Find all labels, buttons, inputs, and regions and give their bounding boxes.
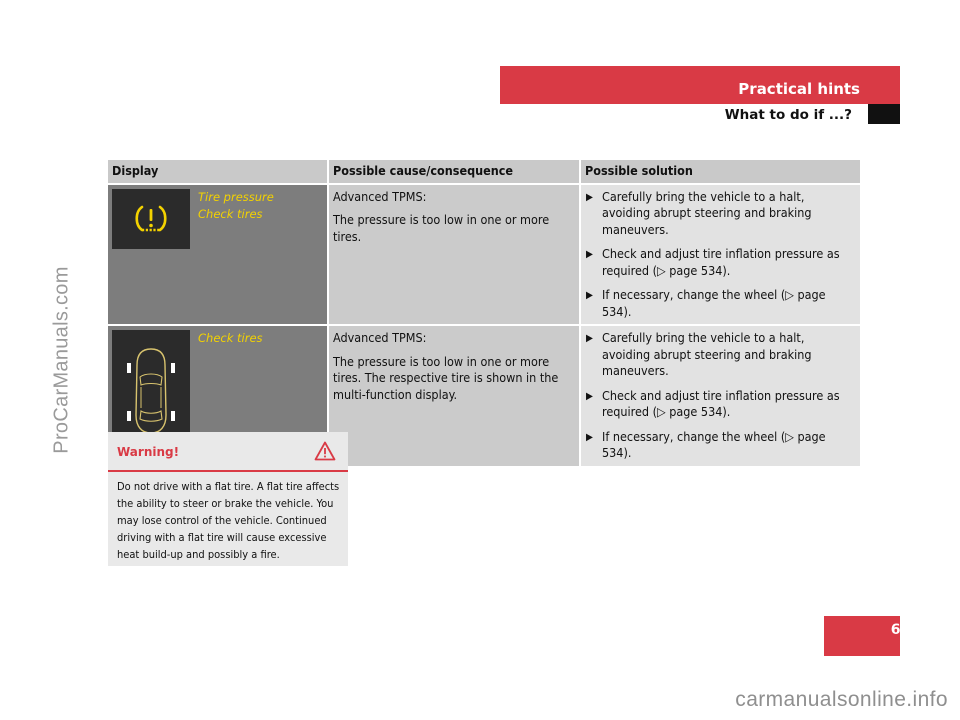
page-number: 629 — [890, 622, 920, 638]
bullet-arrow-icon: ▶ — [586, 290, 593, 301]
solution-item — [586, 287, 856, 320]
solution-item — [586, 330, 856, 380]
solution-text: If necessary, change the wheel (▷ page 534). — [602, 287, 826, 319]
bullet-arrow-icon: ▶ — [586, 191, 593, 203]
column-header-solution: Possible solution — [580, 160, 860, 184]
bullet-arrow-icon: ▶ — [586, 431, 593, 443]
cause-text: The pressure is too low in one or more tires. — [333, 212, 550, 244]
header-tab-marker — [868, 104, 900, 124]
page-number-band — [824, 616, 900, 656]
solution-text: Check and adjust tire inflation pressure as required (▷ page 534). — [602, 387, 840, 419]
solution-item — [586, 388, 856, 421]
solution-text: If necessary, change the wheel (▷ page 534). — [602, 428, 826, 460]
hints-table — [108, 160, 860, 466]
warning-title: Warning! — [117, 445, 180, 459]
cause-label: Advanced TPMS: — [333, 330, 427, 345]
display-message-line: Tire pressure — [198, 189, 274, 204]
solution-text: Carefully bring the vehicle to a halt, avoiding abrupt steering and braking maneuvers. — [602, 330, 812, 378]
solution-item — [586, 246, 856, 279]
footer-watermark: carmanualsonline.info — [735, 688, 948, 711]
solution-text: Check and adjust tire inflation pressure as required (▷ page 534). — [602, 246, 840, 278]
display-message-line: Check tires — [198, 331, 263, 345]
table-header-row — [108, 160, 860, 184]
section-title: Practical hints — [738, 80, 860, 98]
section-subtitle: What to do if ...? — [724, 107, 852, 123]
warning-header — [108, 432, 348, 472]
tire-pressure-warning-icon — [112, 189, 190, 249]
column-header-cause: Possible cause/consequence — [328, 160, 580, 184]
warning-text: Do not drive with a flat tire. A flat tire affects the ability to steer or brake the vehicle. You may lose control of the vehicle. Continued driving with a flat tire will cause excessive heat build-up and possibly a fire. — [117, 480, 340, 561]
side-watermark: ProCarManuals.com — [50, 266, 73, 454]
table-row — [108, 184, 860, 326]
display-message-line: Check tires — [198, 206, 263, 221]
bullet-arrow-icon: ▶ — [586, 333, 593, 344]
warning-triangle-icon — [314, 441, 336, 465]
cause-text: The pressure is too low in one or more tires. The respective tire is shown in the multi-function display. — [333, 353, 559, 402]
display-cell — [108, 184, 328, 326]
solution-text: Carefully bring the vehicle to a halt, avoiding abrupt steering and braking maneuvers. — [602, 188, 812, 237]
bullet-arrow-icon: ▶ — [586, 390, 593, 402]
cause-cell — [328, 184, 580, 326]
solution-cell — [580, 184, 860, 326]
cause-label: Advanced TPMS: — [333, 188, 427, 204]
solution-item — [586, 189, 856, 239]
cause-cell — [328, 325, 580, 466]
bullet-arrow-icon: ▶ — [586, 249, 593, 260]
solution-item — [586, 429, 856, 462]
warning-box — [108, 432, 348, 566]
column-header-display: Display — [108, 160, 328, 184]
solution-cell — [580, 325, 860, 466]
